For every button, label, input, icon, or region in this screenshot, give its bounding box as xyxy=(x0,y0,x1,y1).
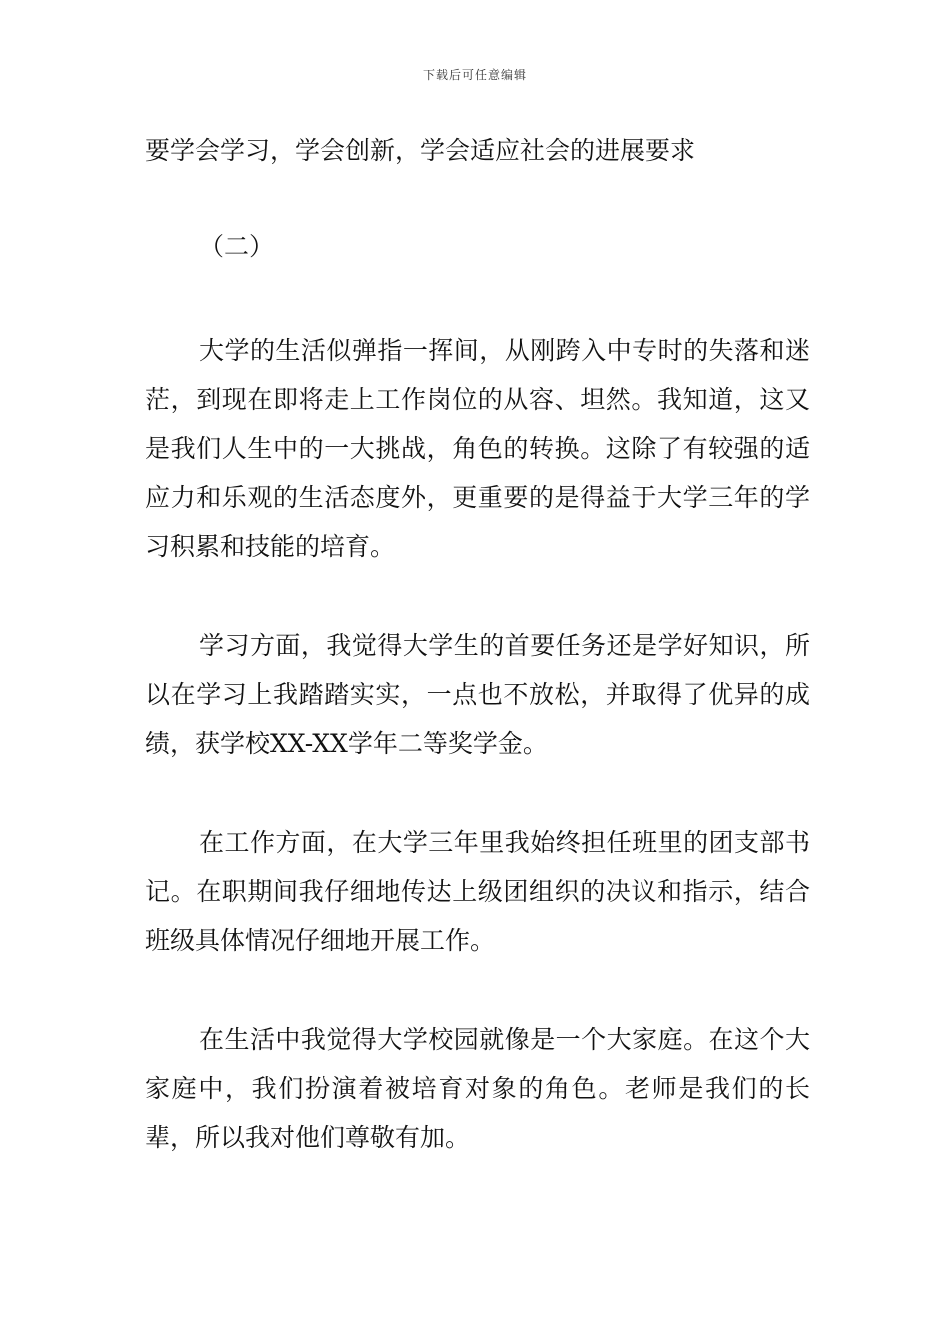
paragraph-4: 在生活中我觉得大学校园就像是一个大家庭。在这个大家庭中，我们扮演着被培育对象的角色。老师是我们的长辈，所以我对他们尊敬有加。 xyxy=(145,1025,810,1152)
section-number: （二） xyxy=(199,232,275,261)
lead-line: 要学会学习，学会创新，学会适应社会的进展要求 xyxy=(145,136,696,165)
paragraph-1: 大学的生活似弹指一挥间，从刚跨入中专时的失落和迷茫，到现在即将走上工作岗位的从容、坦然。我知道，这又是我们人生中的一大挑战，角色的转换。这除了有较强的适应力和乐观的生活态度外，更重要的是得益于大学三年的学习积累和技能的培育。 xyxy=(145,336,810,561)
paragraph-3: 在工作方面，在大学三年里我始终担任班里的团支部书记。在职期间我仔细地传达上级团组织的决议和指示，结合班级具体情况仔细地开展工作。 xyxy=(145,828,810,955)
header-note: 下载后可任意编辑 xyxy=(422,68,527,82)
document-body xyxy=(145,128,810,1162)
paragraph-2: 学习方面，我觉得大学生的首要任务还是学好知识，所以在学习上我踏踏实实，一点也不放松，并取得了优异的成绩，获学校XX-XX学年二等奖学金。 xyxy=(145,631,810,758)
